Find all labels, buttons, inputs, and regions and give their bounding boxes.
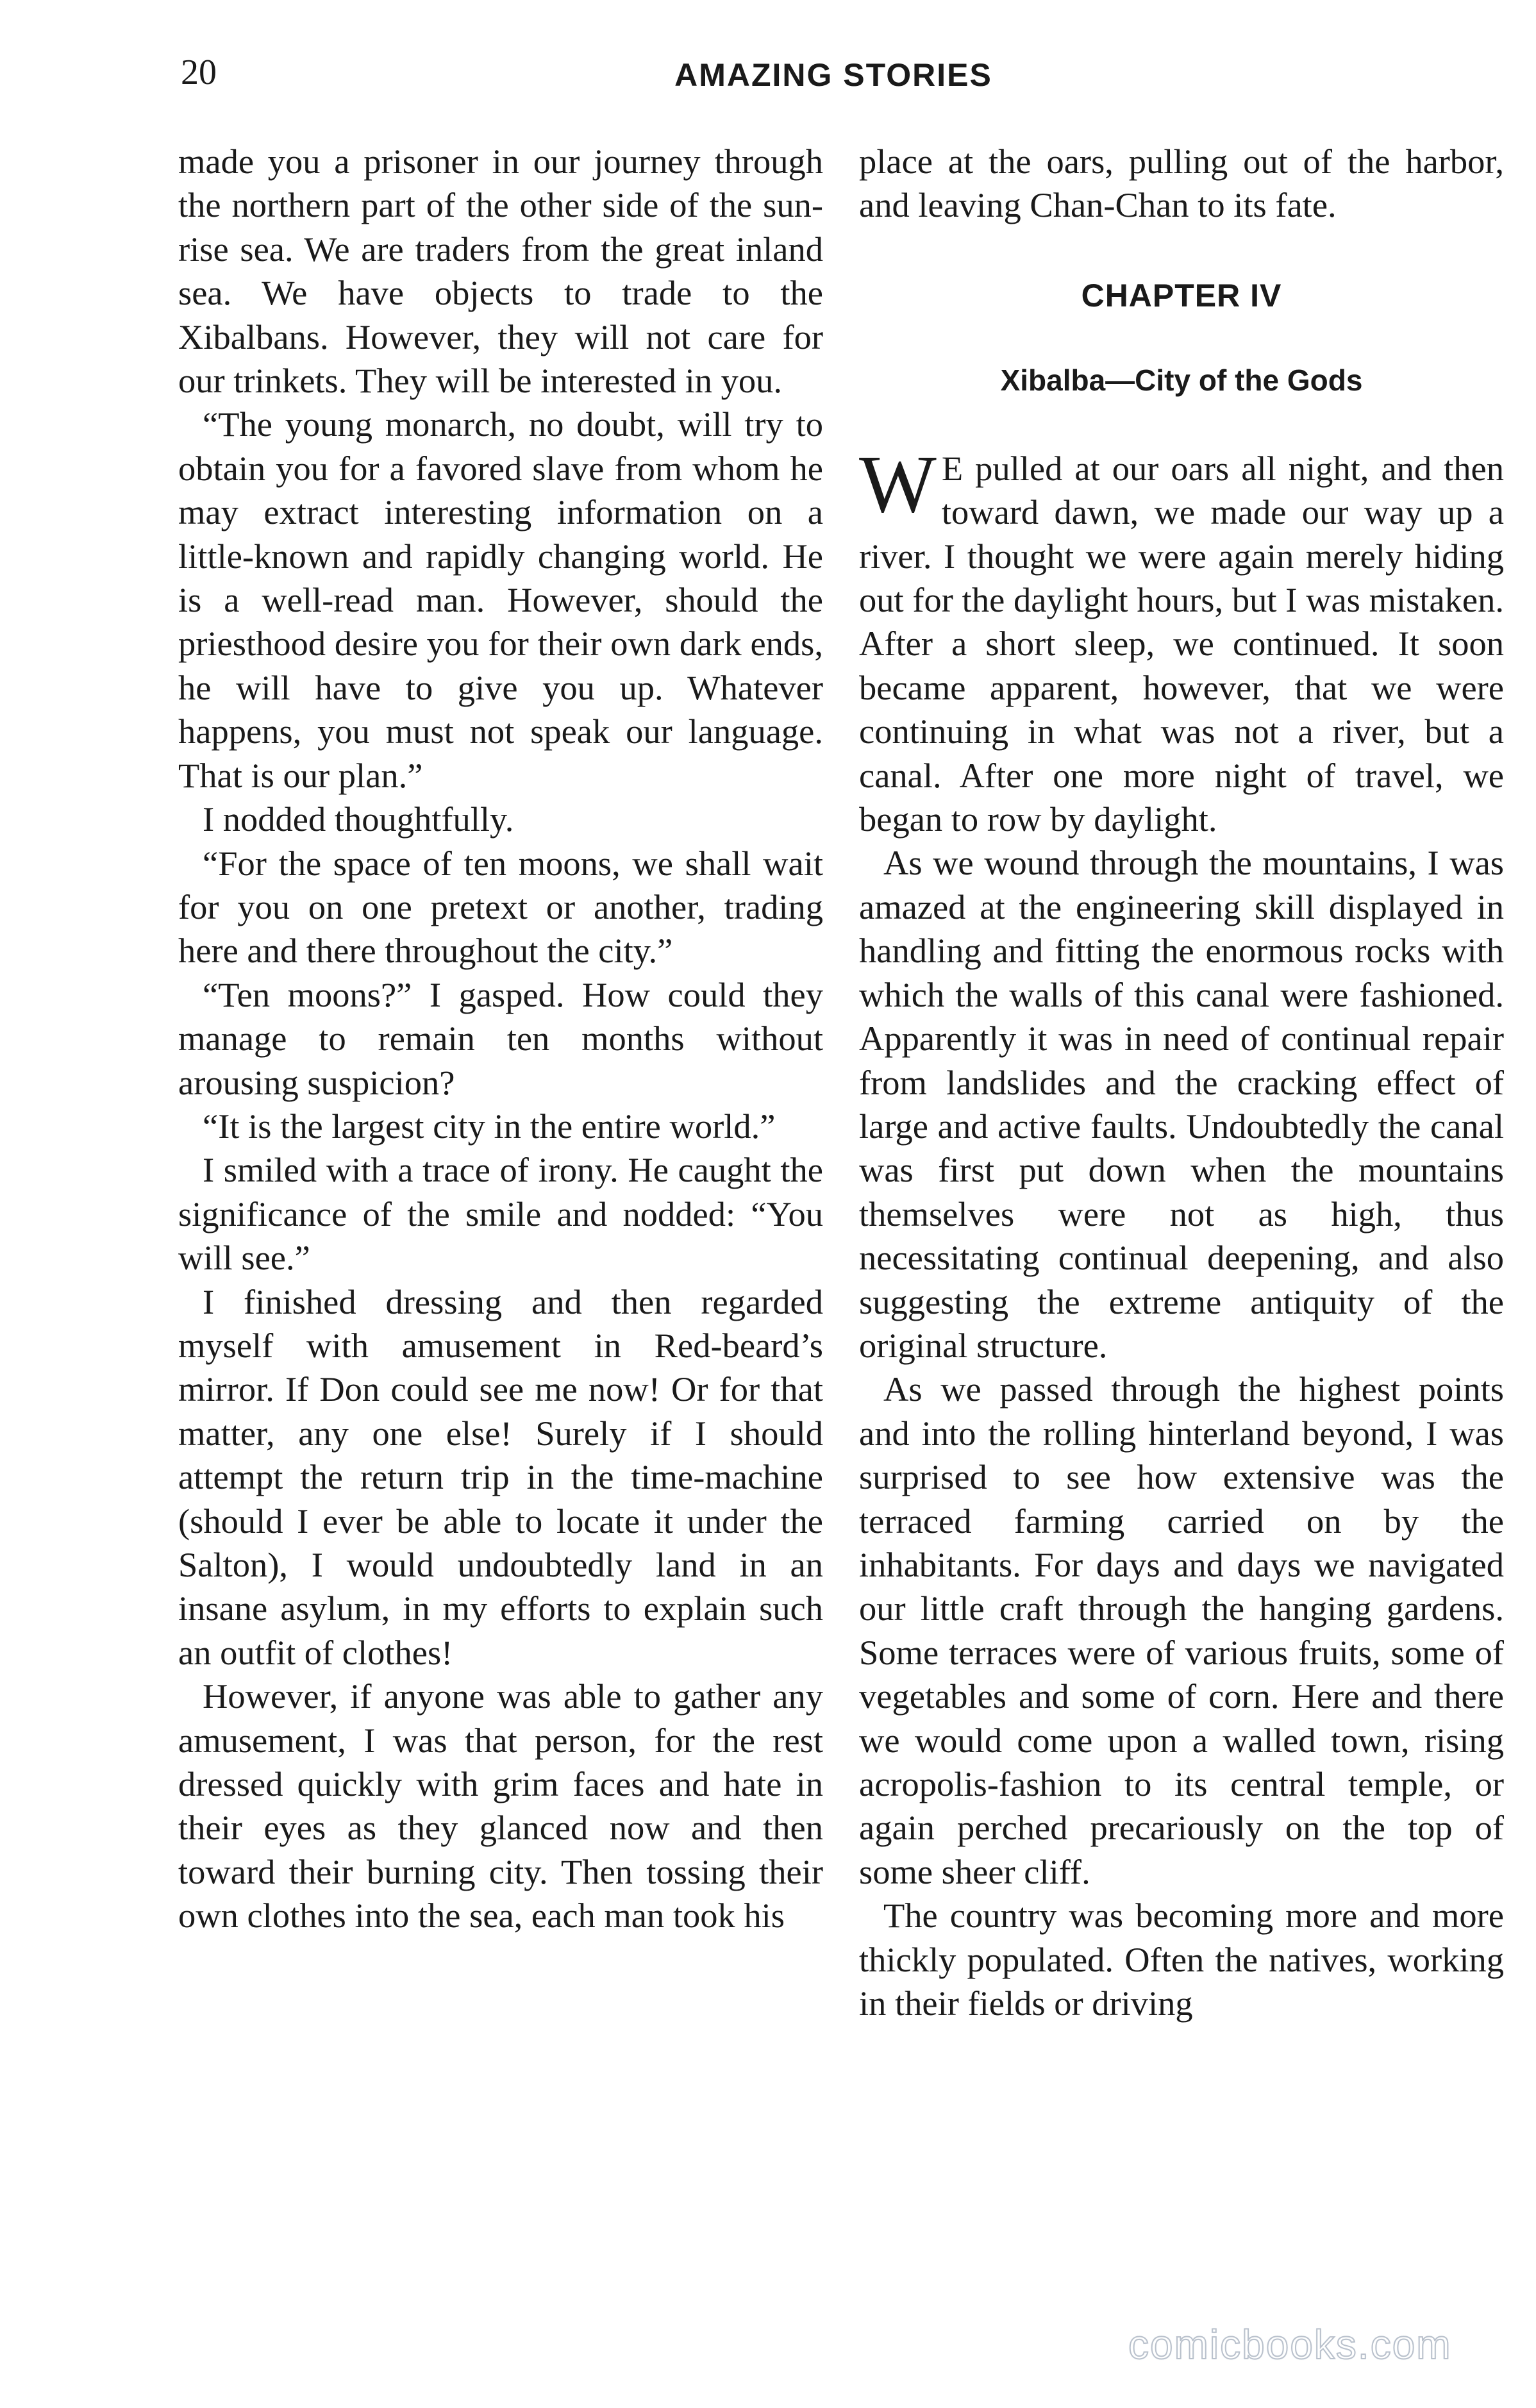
paragraph: I finished dressing and then regarded myself with amusement in Red-beard’s mirror. If Don could see me now! Or for that matter, any one else! Surely if I should attempt the return trip in the time-machine (should I ever be able to locate it under the Salton), I would undoubtedly land in an insane asylum, in my efforts to explain such an outfit of clothes! <box>178 1282 823 1672</box>
paragraph: “Ten moons?” I gasped. How could they manage to remain ten months without arousing suspicion? <box>178 974 823 1102</box>
dropcap-paragraph-text: E pulled at our oars all night, and then toward dawn, we made our way up a river. I thought we were again merely hiding out for the daylight hours, but I was mistaken. After a short sleep, we continued. It soon became apparent, however, that we were continuing in what was not a river, but a canal. After one more night of travel, we began to row by daylight. <box>859 448 1504 839</box>
watermark: comicbooks.com <box>1128 2321 1452 2368</box>
page-number: 20 <box>181 53 217 92</box>
drop-cap-letter: W <box>859 438 937 530</box>
chapter-subtitle: Xibalba—City of the Gods <box>1000 363 1363 397</box>
running-title: AMAZING STORIES <box>674 57 992 93</box>
paragraph: “The young monarch, no doubt, will try to obtain you for a favored slave from whom he may extract interesting information on a little-known and rapidly changing world. He is a well-read man. However, should the priesthood desire you for their own dark ends, he will have to give you up. Whatever happens, you must not speak our language. That is our plan.” <box>178 405 823 795</box>
paragraph: made you a prisoner in our journey through the northern part of the other side of the sun-rise sea. We are traders from the great inland sea. We have objects to trade to the Xibalbans. However, they will not care for our trinkets. They will be interested in you. <box>178 142 823 401</box>
paragraph: The country was becoming more and more thickly populated. Often the natives, working in their fields or driving <box>859 1896 1504 2023</box>
chapter-heading: CHAPTER IV <box>1081 277 1282 314</box>
dropcap-paragraph <box>859 438 1504 842</box>
paragraph: However, if anyone was able to gather any amusement, I was that person, for the rest dressed quickly with grim faces and hate in their eyes as they glanced now and then toward their burning city. Then tossing their own clothes into the sea, each man took his <box>178 1676 823 1936</box>
paragraph: As we wound through the mountains, I was amazed at the engineering skill displayed in handling and fitting the enormous rocks with which the walls of this canal were fashioned. Apparently it was in need of continual repair from landslides and the cracking effect of large and active faults. Undoubtedly the canal was first put down when the mountains themselves were not as high, thus necessitating continual deepening, and also suggesting the extreme antiquity of the original structure. <box>859 843 1504 1365</box>
paragraph: As we passed through the highest points and into the rolling hinterland beyond, I was surprised to see how extensive was the terraced farming carried on by the inhabitants. For days and days we navigated our little craft through the hanging gardens. Some terraces were of various fruits, some of vegetables and some of corn. Here and there we would come upon a walled town, rising acropolis-fashion to its central temple, or again perched precariously on the top of some sheer cliff. <box>859 1369 1504 1891</box>
paragraph: “For the space of ten moons, we shall wait for you on one pretext or another, trading here and there throughout the city.” <box>178 843 823 971</box>
paragraph: place at the oars, pulling out of the harbor, and leaving Chan-Chan to its fate. <box>859 142 1504 225</box>
right-column <box>859 140 1504 2025</box>
paragraph: I nodded thoughtfully. <box>203 799 514 839</box>
paragraph: I smiled with a trace of irony. He caught the significance of the smile and nodded: “You will see.” <box>178 1150 823 1278</box>
left-column <box>178 140 823 1938</box>
paragraph: “It is the largest city in the entire world.” <box>203 1106 776 1146</box>
